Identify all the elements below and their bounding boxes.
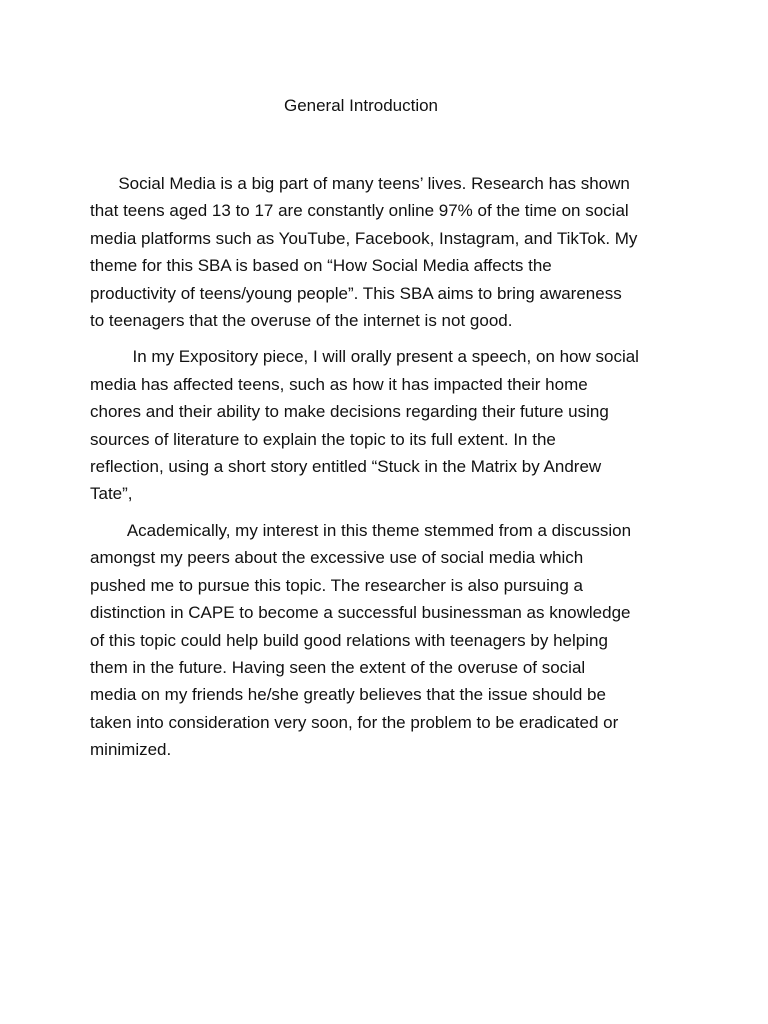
- document-body: [90, 170, 680, 773]
- text-line: that teens aged 13 to 17 are constantly online 97% of the time on social: [90, 201, 629, 221]
- text-line: media on my friends he/she greatly believes that the issue should be: [90, 685, 606, 705]
- text-line: In my Expository piece, I will orally present a speech, on how social: [90, 347, 639, 367]
- text-line: Tate”,: [90, 484, 133, 504]
- text-line: sources of literature to explain the topic to its full extent. In the: [90, 429, 556, 449]
- paragraph-academic: [90, 517, 680, 764]
- text-line: chores and their ability to make decisions regarding their future using: [90, 402, 609, 422]
- document-title: General Introduction: [283, 96, 439, 115]
- text-line: media has affected teens, such as how it has impacted their home: [90, 374, 588, 394]
- text-line: theme for this SBA is based on “How Social Media affects the: [90, 256, 552, 276]
- text-line: productivity of teens/young people”. This SBA aims to bring awareness: [90, 283, 622, 303]
- paragraph-expository: [90, 343, 680, 507]
- text-line: Social Media is a big part of many teens’ lives. Research has shown: [90, 174, 630, 193]
- text-line: distinction in CAPE to become a successful businessman as knowledge: [90, 603, 631, 623]
- text-line: minimized.: [90, 740, 172, 760]
- text-line: taken into consideration very soon, for the problem to be eradicated or: [90, 712, 619, 732]
- text-line: Academically, my interest in this theme stemmed from a discussion: [90, 520, 632, 540]
- text-line: of this topic could help build good relations with teenagers by helping: [90, 630, 608, 650]
- text-line: reflection, using a short story entitled “Stuck in the Matrix by Andrew: [90, 457, 602, 477]
- text-line: pushed me to pursue this topic. The researcher is also pursuing a: [90, 575, 583, 595]
- paragraph-intro: [90, 170, 680, 334]
- text-line: amongst my peers about the excessive use of social media which: [90, 548, 584, 568]
- text-line: them in the future. Having seen the extent of the overuse of social: [90, 657, 586, 677]
- text-line: to teenagers that the overuse of the internet is not good.: [90, 311, 513, 331]
- text-line: media platforms such as YouTube, Facebook, Instagram, and TikTok. My: [90, 228, 638, 248]
